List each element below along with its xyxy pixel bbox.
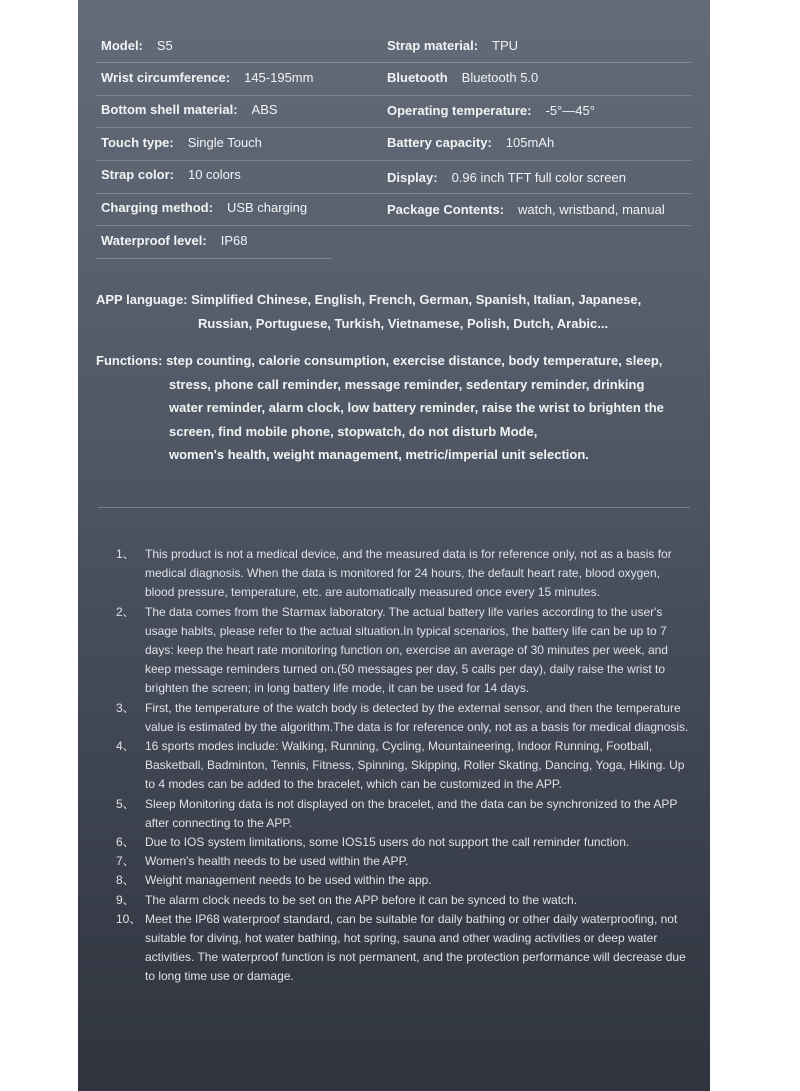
- list-item: [116, 891, 691, 910]
- spec-strap-color: [101, 167, 241, 182]
- row-divider: [96, 95, 691, 96]
- note-text: The data comes from the Starmax laboratory. The actual battery life varies according to the user's usage habits, please refer to the actual situation.In typical scenarios, the battery life can be up to 7 days: keep the heart rate monitoring function on, exercise an average of 30 minutes per week, and keep message reminders turned on.(50 messages per day, 5 calls per day), daily raise the wrist to brighten the screen; in long battery life mode, it can be used for 14 days.: [145, 604, 668, 696]
- spec-bottom-shell: [101, 102, 278, 117]
- spec-label: Display:: [387, 170, 438, 185]
- note-text: First, the temperature of the watch body is detected by the external sensor, and then the temperature value is estimated by the algorithm.The data is for reference only, not as a basis for medical diagnosis.: [145, 700, 689, 734]
- spec-label: Operating temperature:: [387, 103, 532, 118]
- spec-touch-type: [101, 135, 262, 150]
- list-item: [116, 603, 691, 699]
- list-item: [116, 699, 691, 737]
- app-language-line: Russian, Portuguese, Turkish, Vietnamese, Polish, Dutch, Arabic...: [198, 315, 609, 331]
- list-item: [116, 737, 691, 795]
- row-divider: [96, 62, 691, 63]
- row-divider: [96, 225, 691, 226]
- note-number: 5、: [116, 796, 135, 811]
- functions-line: step counting, calorie consumption, exercise distance, body temperature, sleep,: [166, 353, 663, 368]
- note-number: 8、: [116, 873, 135, 888]
- spec-wrist-circumference: [101, 70, 313, 85]
- spec-model: [101, 38, 173, 53]
- spec-label: Charging method:: [101, 200, 213, 215]
- note-number: 6、: [116, 835, 135, 850]
- spec-value: 105mAh: [505, 135, 555, 150]
- note-number: 2、: [116, 604, 135, 619]
- row-divider: [96, 258, 332, 259]
- list-item: [116, 871, 691, 890]
- note-number: 4、: [116, 739, 135, 754]
- app-language-line: Simplified Chinese, English, French, German, Spanish, Italian, Japanese,: [191, 292, 642, 307]
- spec-value: 0.96 inch TFT full color screen: [451, 170, 626, 185]
- row-divider: [96, 160, 691, 161]
- spec-operating-temperature: [387, 103, 595, 118]
- functions-label: Functions:: [96, 353, 163, 368]
- spec-label: Bottom shell material:: [101, 102, 238, 117]
- note-text: Due to IOS system limitations, some IOS15 users do not support the call reminder function.: [145, 835, 630, 850]
- functions-line: screen, find mobile phone, stopwatch, do not disturb Mode,: [169, 423, 538, 439]
- spec-value: USB charging: [226, 200, 308, 215]
- note-number: 7、: [116, 854, 135, 869]
- notes-list: [116, 545, 691, 987]
- functions-line: water reminder, alarm clock, low battery reminder, raise the wrist to brighten the: [169, 400, 664, 415]
- spec-label: Strap material:: [387, 38, 479, 53]
- app-language-section: [96, 288, 696, 335]
- spec-value: -5°—45°: [545, 103, 595, 118]
- note-text: Sleep Monitoring data is not displayed on the bracelet, and the data can be synchronized to the APP after connecting to the APP.: [145, 796, 678, 830]
- spec-package-contents: [387, 202, 665, 217]
- spec-label: Waterproof level:: [101, 233, 207, 248]
- spec-bluetooth: [387, 70, 538, 85]
- list-item: [116, 852, 691, 871]
- list-item: [116, 795, 691, 833]
- functions-line: women's health, weight management, metric/imperial unit selection.: [169, 447, 589, 462]
- spec-display: [387, 170, 626, 185]
- note-number: 1、: [116, 547, 135, 561]
- section-divider: [98, 507, 690, 508]
- note-text: Women's health needs to be used within the APP.: [145, 854, 409, 869]
- spec-value: S5: [156, 38, 173, 53]
- spec-label: Bluetooth: [387, 70, 448, 85]
- spec-battery-capacity: [387, 135, 554, 150]
- spec-value: TPU: [492, 38, 519, 53]
- row-divider: [96, 127, 691, 128]
- note-number: 3、: [116, 700, 135, 715]
- note-text: Meet the IP68 waterproof standard, can be suitable for daily bathing or other daily waterproofing, not suitable for diving, hot water bathing, hot spring, sauna and other wading activities or deep water activities. The waterproof function is not permanent, and the protection performance will decrease due to long time use or damage.: [145, 911, 686, 984]
- list-item: [116, 910, 691, 987]
- spec-charging-method: [101, 200, 307, 215]
- spec-strap-material: [387, 38, 518, 53]
- spec-label: Model:: [101, 38, 143, 53]
- spec-waterproof-level: [101, 233, 247, 248]
- note-text: This product is not a medical device, and the measured data is for reference only, not as a basis for medical diagnosis. When the data is monitored for 24 hours, the default heart rate, blood oxygen, blood pressure, temperature, etc. are automatically measured once every 15 minutes.: [145, 547, 672, 600]
- functions-section: [96, 349, 696, 467]
- spec-sheet-panel: [78, 0, 710, 1091]
- spec-value: Single Touch: [187, 135, 262, 150]
- spec-label: Strap color:: [101, 167, 174, 182]
- spec-value: watch, wristband, manual: [518, 202, 665, 217]
- note-text: Weight management needs to be used within the app.: [145, 873, 432, 888]
- spec-label: Wrist circumference:: [101, 70, 231, 85]
- note-text: The alarm clock needs to be set on the APP before it can be synced to the watch.: [145, 892, 578, 907]
- list-item: [116, 833, 691, 852]
- spec-label: Battery capacity:: [387, 135, 492, 150]
- functions-line: stress, phone call reminder, message reminder, sedentary reminder, drinking: [169, 376, 645, 392]
- spec-value: Bluetooth 5.0: [461, 70, 539, 85]
- spec-label: Touch type:: [101, 135, 174, 150]
- note-number: 10、: [116, 911, 142, 926]
- spec-label: Package Contents:: [387, 202, 505, 217]
- list-item: [116, 545, 691, 603]
- note-text: 16 sports modes include: Walking, Running, Cycling, Mountaineering, Indoor Running, Football, Basketball, Badminton, Tennis, Fitness, Spinning, Skipping, Roller Skating, Dancing, Yoga, Hiking. Up to 4 modes can be added to the bracelet, which can be customized in the APP.: [145, 739, 685, 792]
- note-number: 9、: [116, 892, 135, 907]
- spec-value: 10 colors: [187, 167, 241, 182]
- spec-value: IP68: [220, 233, 248, 248]
- app-language-label: APP language:: [96, 292, 188, 307]
- row-divider: [96, 193, 691, 194]
- spec-value: ABS: [251, 102, 278, 117]
- spec-value: 145-195mm: [244, 70, 314, 85]
